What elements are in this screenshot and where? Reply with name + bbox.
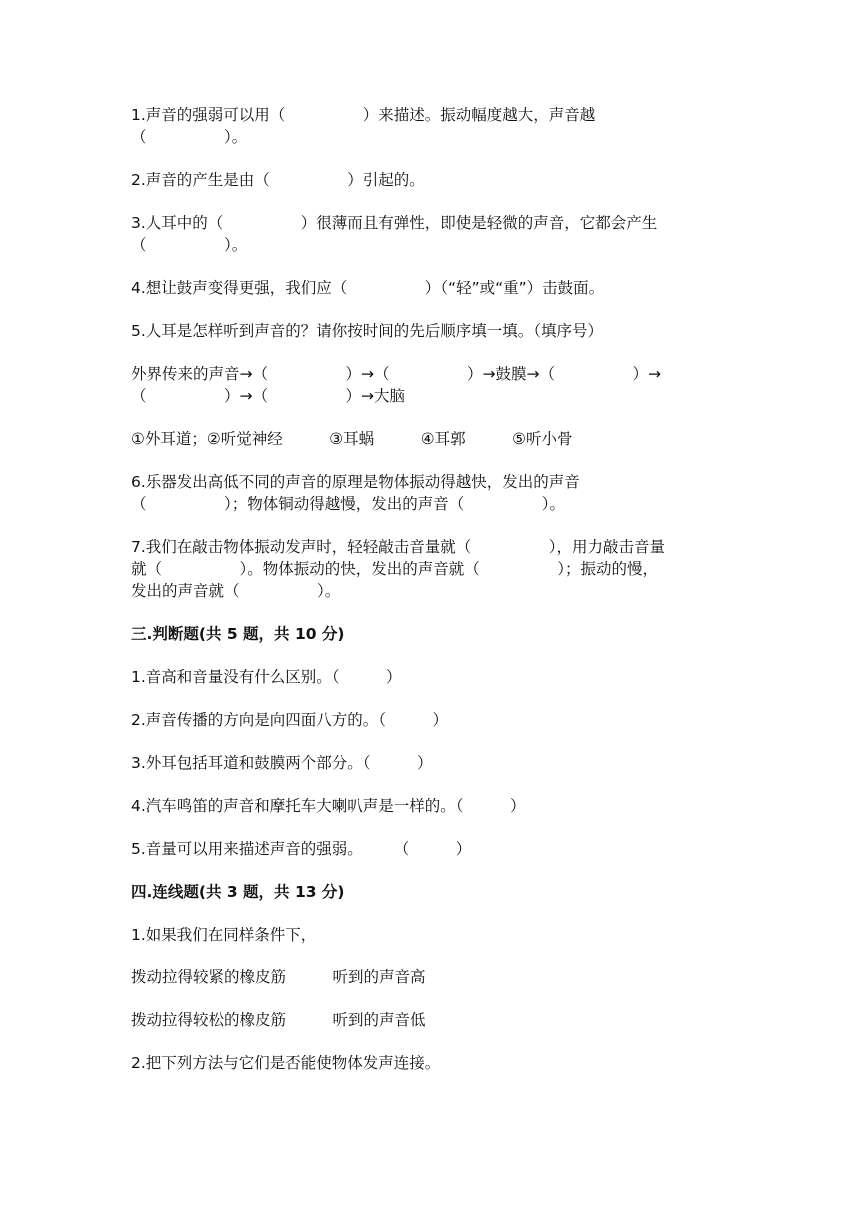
judge-section-heading: 三.判断题(共 5 题，共 10 分) — [131, 625, 345, 643]
judge-item: 1.音高和音量没有什么区别。（ ） — [131, 668, 402, 686]
judge-item: 2.声音传播的方向是向四面八方的。（ ） — [131, 711, 449, 729]
hearing-chain-line-2: （ ）→（ ）→大脑 — [131, 387, 405, 405]
question-7-line-2: 就（ ）。物体振动的快，发出的声音就（ ）；振动的慢， — [131, 560, 659, 578]
judge-item: 5.音量可以用来描述声音的强弱。 （ ） — [131, 840, 472, 858]
question-1-line-2: （ ）。 — [131, 128, 248, 146]
match-question-2: 2.把下列方法与它们是否能使物体发声连接。 — [131, 1054, 441, 1072]
question-4: 4.想让鼓声变得更强，我们应（ ）（“轻”或“重”）击鼓面。 — [131, 279, 605, 297]
question-7-line-3: 发出的声音就（ ）。 — [131, 582, 341, 600]
question-5: 5.人耳是怎样听到声音的？请你按时间的先后顺序填一填。（填序号） — [131, 322, 604, 340]
match-section-heading: 四.连线题(共 3 题，共 13 分) — [131, 883, 345, 901]
match-row: 拨动拉得较松的橡皮筋 听到的声音低 — [131, 1011, 426, 1029]
hearing-chain-line-1: 外界传来的声音→（ ）→（ ）→鼓膜→（ ）→ — [131, 365, 661, 383]
judge-item: 4.汽车鸣笛的声音和摩托车大喇叭声是一样的。（ ） — [131, 797, 526, 815]
question-6-line-2: （ ）；物体铜动得越慢，发出的声音（ ）。 — [131, 495, 566, 513]
match-question-1: 1.如果我们在同样条件下， — [131, 926, 317, 944]
question-5-options: ①外耳道；②听觉神经 ③耳蜗 ④耳郭 ⑤听小骨 — [131, 430, 573, 448]
question-1-line-1: 1.声音的强弱可以用（ ）来描述。振动幅度越大，声音越 — [131, 106, 596, 124]
question-3-line-2: （ ）。 — [131, 236, 248, 254]
question-3-line-1: 3.人耳中的（ ）很薄而且有弹性，即使是轻微的声音，它都会产生 — [131, 214, 658, 232]
judge-item: 3.外耳包括耳道和鼓膜两个部分。（ ） — [131, 754, 433, 772]
match-row: 拨动拉得较紧的橡皮筋 听到的声音高 — [131, 968, 426, 986]
question-7-line-1: 7.我们在敲击物体振动发声时，轻轻敲击音量就（ ），用力敲击音量 — [131, 538, 666, 556]
question-2: 2.声音的产生是由（ ）引起的。 — [131, 171, 425, 189]
question-6-line-1: 6.乐器发出高低不同的声音的原理是物体振动得越快，发出的声音 — [131, 473, 580, 491]
